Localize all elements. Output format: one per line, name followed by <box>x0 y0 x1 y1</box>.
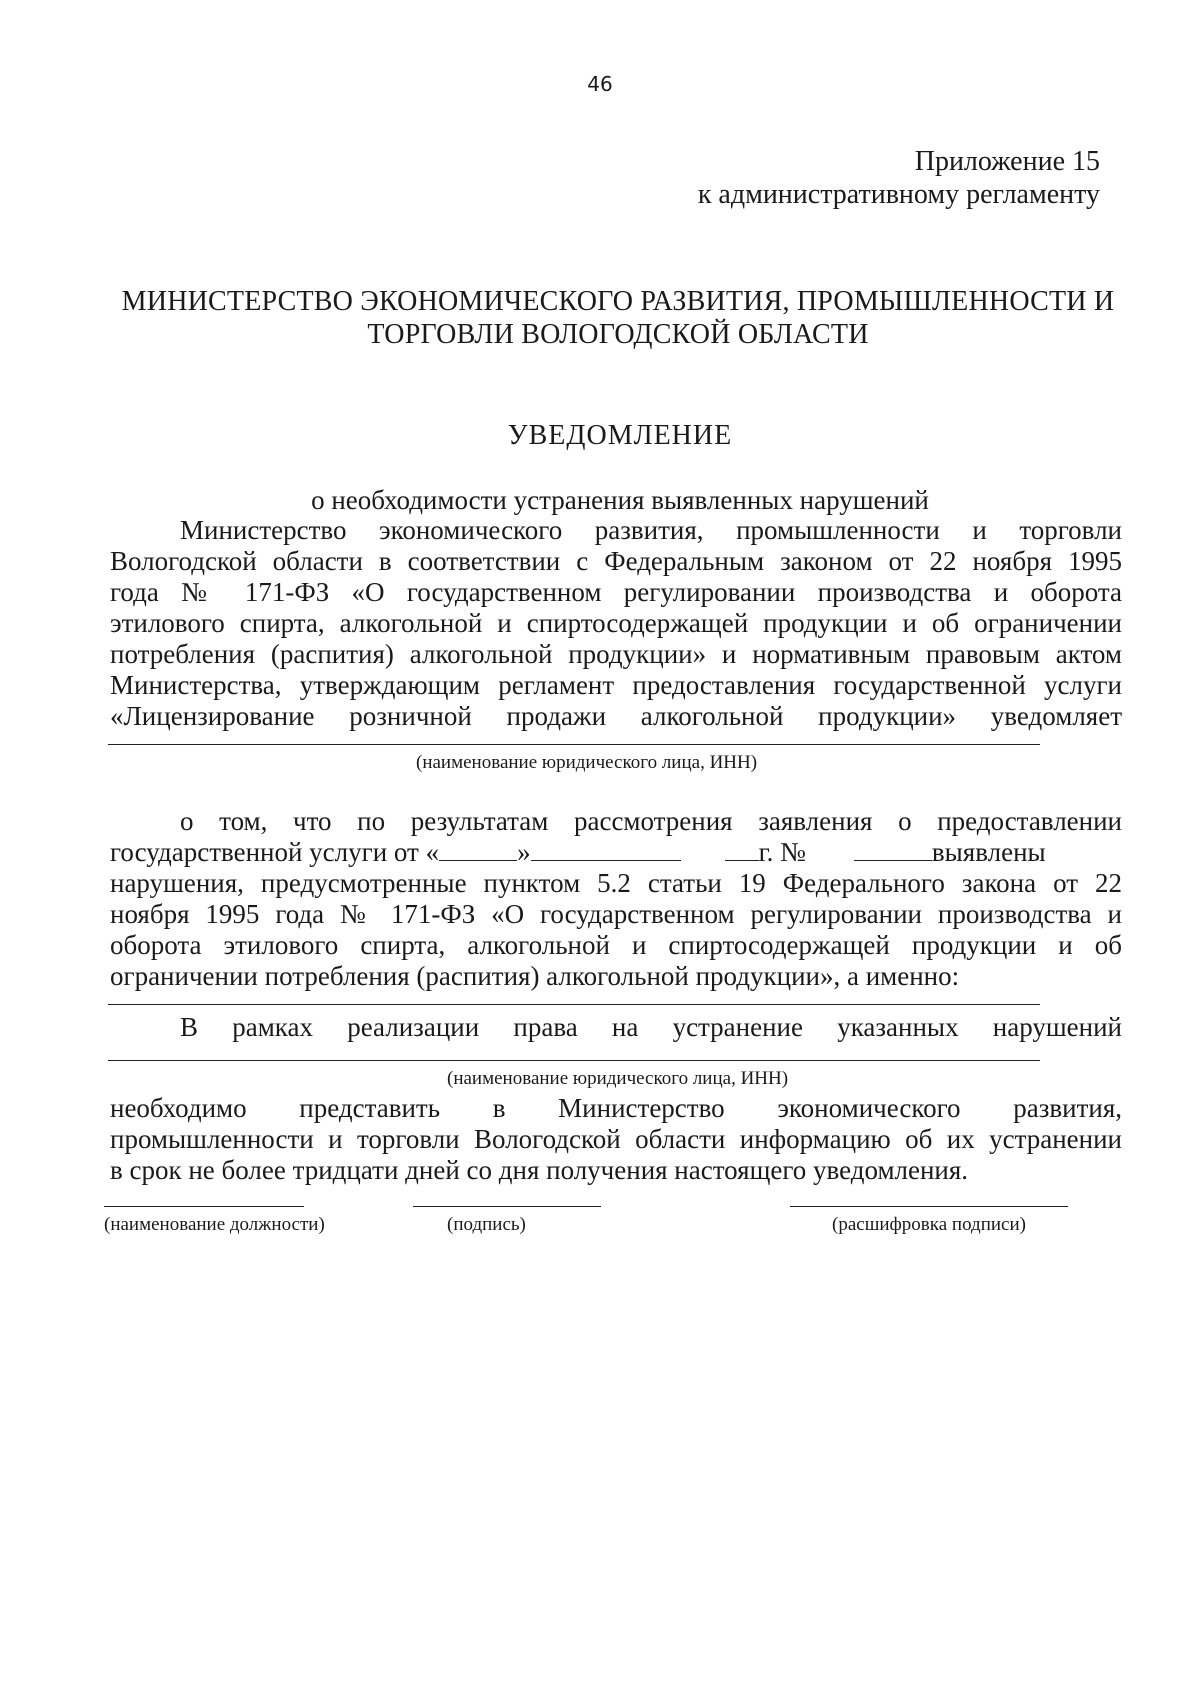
paragraph-line: ноября 1995 года № 171-ФЗ «О государственном регулировании производства и <box>110 899 1122 929</box>
paragraph-line: Министерства, утверждающим регламент предоставления государственной услуги <box>110 670 1122 700</box>
paragraph-line: ограничении потребления (распития) алкогольной продукции», а именно: <box>110 961 960 991</box>
entity-name-caption: (наименование юридического лица, ИНН) <box>447 1068 789 1089</box>
position-caption: (наименование должности) <box>104 1214 325 1235</box>
page-number: 46 <box>587 72 613 96</box>
signature-decoding-caption: (расшифровка подписи) <box>832 1214 1026 1235</box>
appendix-subtitle: к административному регламенту <box>697 179 1100 210</box>
signature-blank[interactable] <box>413 1206 601 1207</box>
paragraph-line: В рамках реализации права на устранение указанных нарушений <box>180 1012 1122 1042</box>
paragraph-line: Министерство экономического развития, промышленности и торговли <box>180 515 1122 545</box>
application-text: выявлены <box>931 837 1046 867</box>
application-number-blank[interactable] <box>854 838 932 861</box>
paragraph-line: промышленности и торговли Вологодской области информацию об их устранении <box>110 1124 1122 1154</box>
paragraph-line: Вологодской области в соответствии с Федеральным законом от 22 ноября 1995 <box>110 546 1122 576</box>
appendix-label: Приложение 15 <box>914 146 1100 177</box>
date-day-blank[interactable] <box>439 838 517 861</box>
paragraph-line: оборота этилового спирта, алкогольной и спиртосодержащей продукции и об <box>110 930 1122 960</box>
application-text: » <box>517 837 531 867</box>
paragraph-line: нарушения, предусмотренные пунктом 5.2 статьи 19 Федерального закона от 22 <box>110 868 1122 898</box>
notice-title: УВЕДОМЛЕНИЕ <box>507 420 733 451</box>
date-year-blank[interactable] <box>725 838 759 861</box>
notice-subtitle: о необходимости устранения выявленных нарушений <box>311 485 929 515</box>
violations-blank[interactable] <box>108 1004 1040 1005</box>
position-blank[interactable] <box>104 1206 304 1207</box>
paragraph-line: необходимо представить в Министерство экономического развития, <box>110 1093 1122 1123</box>
ministry-title <box>60 285 1176 351</box>
paragraph-line: о том, что по результатам рассмотрения заявления о предоставлении <box>180 806 1122 836</box>
paragraph-line: «Лицензирование розничной продажи алкогольной продукции» уведомляет <box>110 701 1122 731</box>
application-text: г. № <box>758 837 806 867</box>
signature-decoding-blank[interactable] <box>790 1206 1068 1207</box>
ministry-title-line: ТОРГОВЛИ ВОЛОГОДСКОЙ ОБЛАСТИ <box>367 319 869 350</box>
paragraph-line: года № 171-ФЗ «О государственном регулировании производства и оборота <box>110 577 1122 607</box>
entity-name-blank[interactable] <box>108 1060 1040 1061</box>
ministry-title-line: МИНИСТЕРСТВО ЭКОНОМИЧЕСКОГО РАЗВИТИЯ, ПРОМЫШЛЕННОСТИ И <box>121 286 1115 317</box>
application-text: государственной услуги от « <box>110 837 440 867</box>
paragraph-line: в срок не более тридцати дней со дня получения настоящего уведомления. <box>110 1155 969 1185</box>
entity-name-caption: (наименование юридического лица, ИНН) <box>416 752 758 773</box>
signature-caption: (подпись) <box>447 1214 526 1235</box>
paragraph-line: потребления (распития) алкогольной продукции» и нормативным правовым актом <box>110 639 1122 669</box>
paragraph-line: этилового спирта, алкогольной и спиртосодержащей продукции и об ограничении <box>110 608 1122 638</box>
application-details-line <box>110 837 1122 867</box>
date-month-blank[interactable] <box>531 838 681 861</box>
entity-name-blank[interactable] <box>108 744 1040 745</box>
